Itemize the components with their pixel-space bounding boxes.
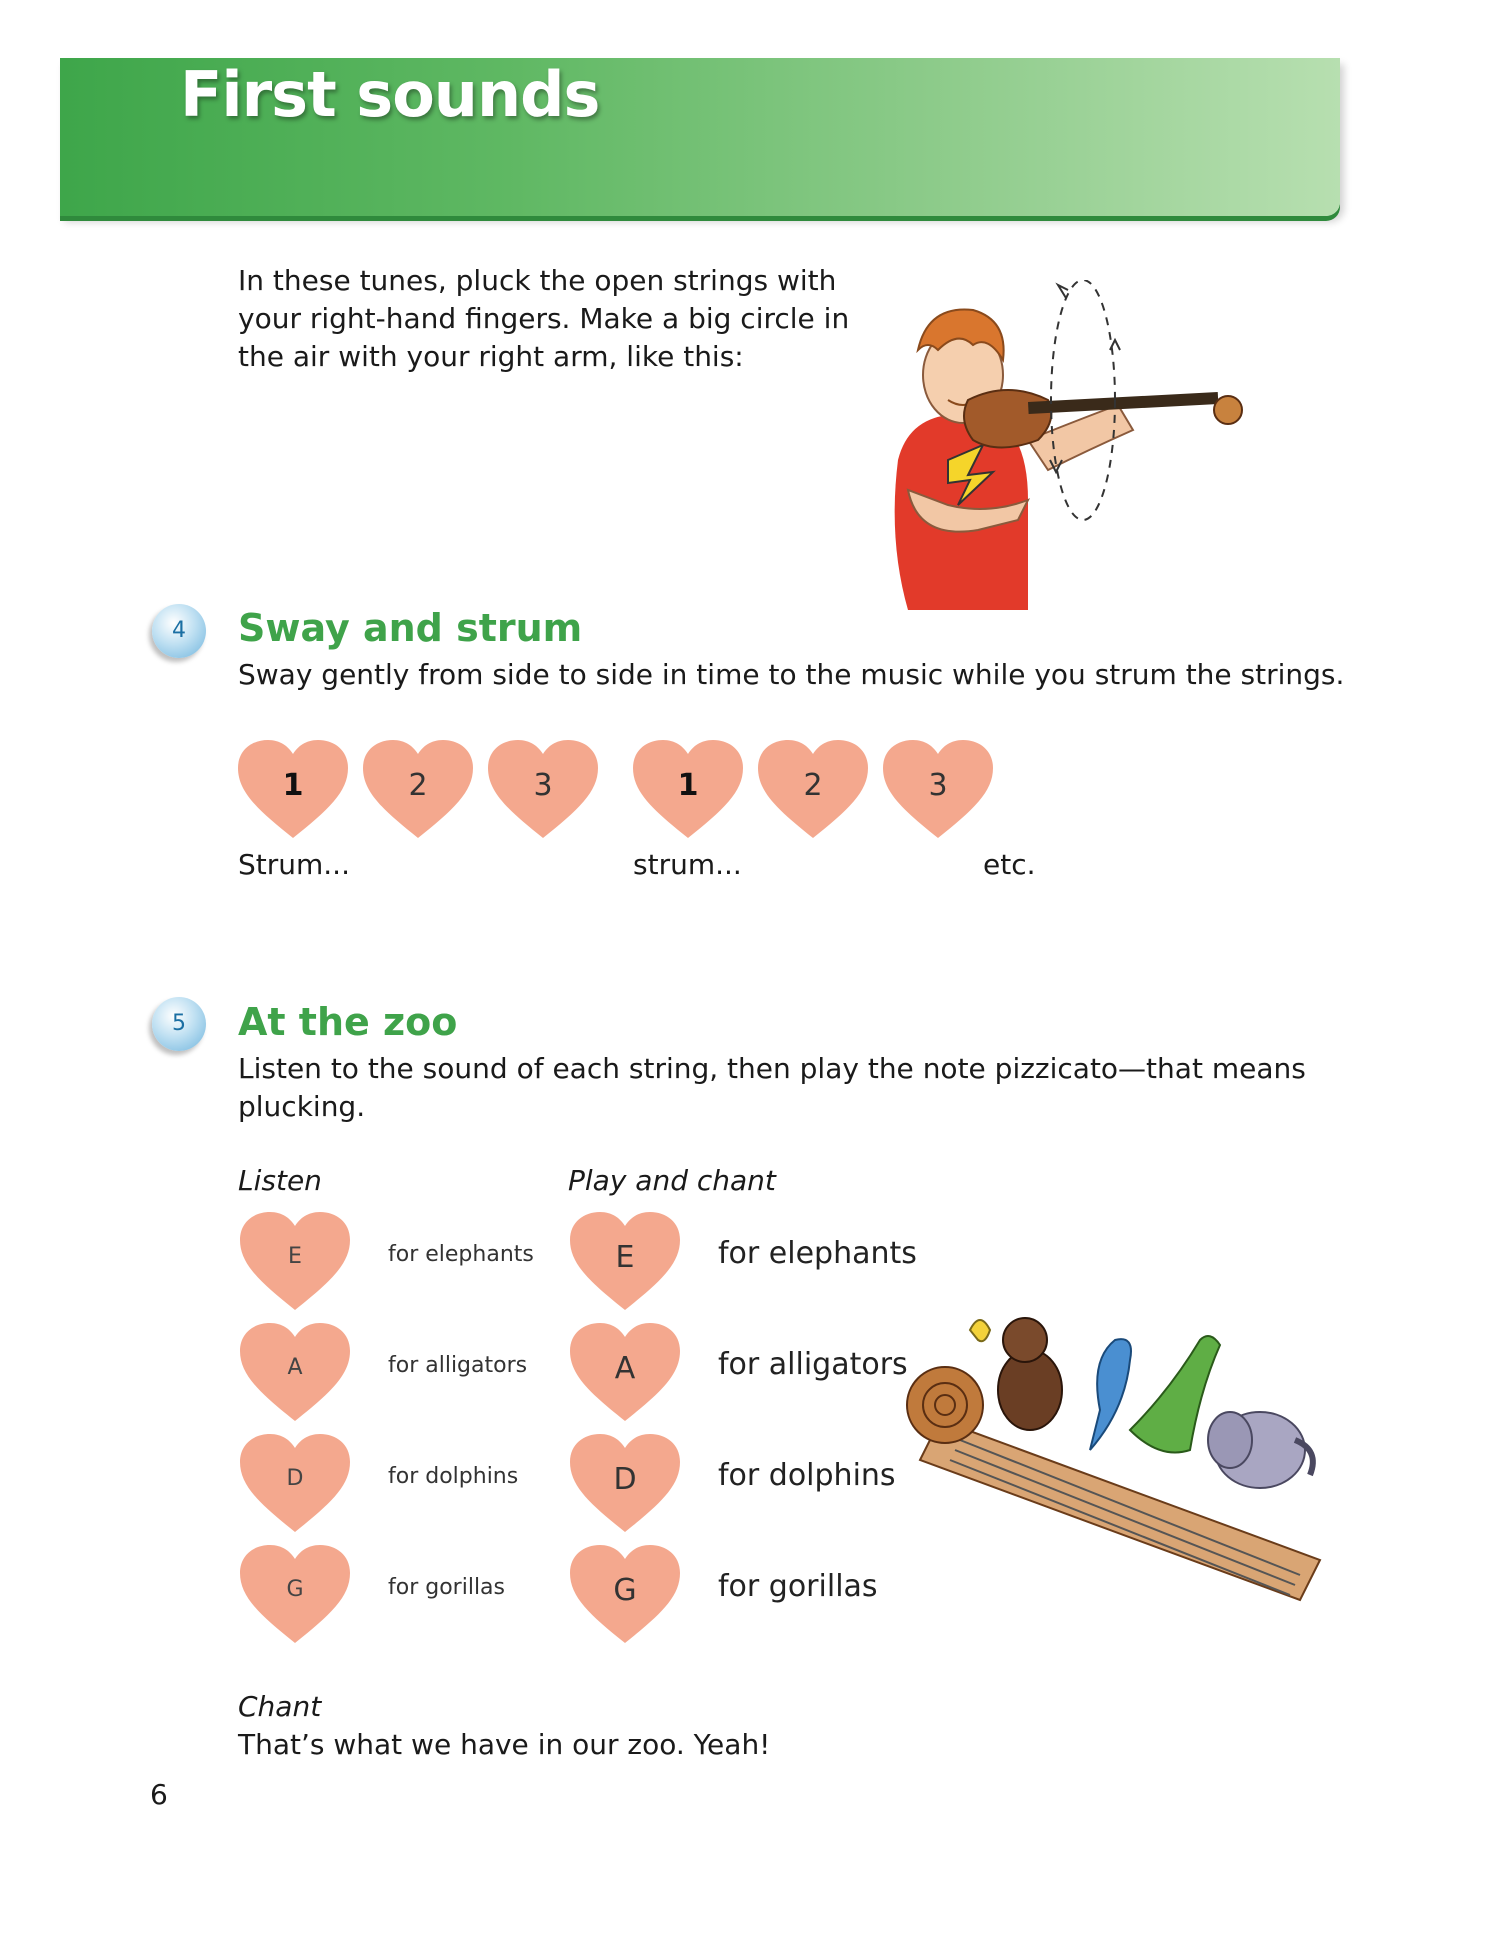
beat-number: 2 — [803, 768, 823, 803]
note-letter: E — [288, 1244, 302, 1269]
section-5-badge: 5 — [152, 997, 206, 1051]
note-letter: D — [613, 1462, 637, 1497]
note-letter: G — [613, 1573, 637, 1608]
page-title: First sounds — [180, 58, 600, 131]
listen-note-text: for alligators — [388, 1353, 528, 1378]
listen-note-text: for dolphins — [388, 1464, 519, 1489]
section-5-title: At the zoo — [238, 1000, 458, 1044]
beat-heart — [238, 740, 348, 840]
play-note-text: for alligators — [718, 1347, 908, 1382]
beat-heart — [883, 740, 993, 840]
section-5-description: Listen to the sound of each string, then play the note pizzicato—that means plucking. — [238, 1052, 1306, 1123]
play-note-heart — [570, 1434, 680, 1534]
beat-heart — [488, 740, 598, 840]
page-number: 6 — [150, 1778, 168, 1811]
listen-note-heart — [240, 1434, 350, 1534]
beat-heart — [758, 740, 868, 840]
beat-number: 3 — [928, 768, 948, 803]
strum-label-1: Strum... — [238, 848, 350, 881]
play-note-heart — [570, 1323, 680, 1423]
note-letter: A — [287, 1355, 303, 1380]
note-letter: D — [286, 1466, 304, 1491]
note-letter: A — [614, 1351, 636, 1386]
beat-heart — [363, 740, 473, 840]
play-note-heart — [570, 1212, 680, 1312]
play-note-text: for elephants — [718, 1236, 917, 1271]
beat-number: 1 — [282, 768, 304, 803]
listen-note-heart — [240, 1545, 350, 1645]
listen-heading: Listen — [238, 1164, 322, 1197]
beat-heart — [633, 740, 743, 840]
intro-text: In these tunes, pluck the open strings with your right-hand fingers. Make a big circle in the air with your right arm, like this: — [238, 264, 850, 373]
zoo-animals-illustration — [900, 1300, 1340, 1620]
listen-note-heart — [240, 1323, 350, 1423]
note-letter: G — [286, 1577, 304, 1602]
chant-heading: Chant — [238, 1690, 322, 1723]
strum-label-2: strum... — [633, 848, 742, 881]
play-note-heart — [570, 1545, 680, 1645]
beat-number: 1 — [677, 768, 699, 803]
play-note-text: for gorillas — [718, 1569, 878, 1604]
listen-note-text: for elephants — [388, 1242, 534, 1267]
beat-number: 3 — [533, 768, 553, 803]
section-4-badge: 4 — [152, 604, 206, 658]
section-4-description: Sway gently from side to side in time to the music while you strum the strings. — [238, 658, 1345, 691]
beat-number: 2 — [408, 768, 428, 803]
play-heading: Play and chant — [568, 1164, 776, 1197]
play-note-text: for dolphins — [718, 1458, 896, 1493]
section-4-title: Sway and strum — [238, 606, 583, 650]
listen-note-heart — [240, 1212, 350, 1312]
note-letter: E — [615, 1240, 635, 1275]
etc-label: etc. — [983, 848, 1036, 881]
chant-text: That’s what we have in our zoo. Yeah! — [238, 1728, 771, 1761]
listen-note-text: for gorillas — [388, 1575, 505, 1600]
violin-player-illustration — [878, 280, 1278, 610]
